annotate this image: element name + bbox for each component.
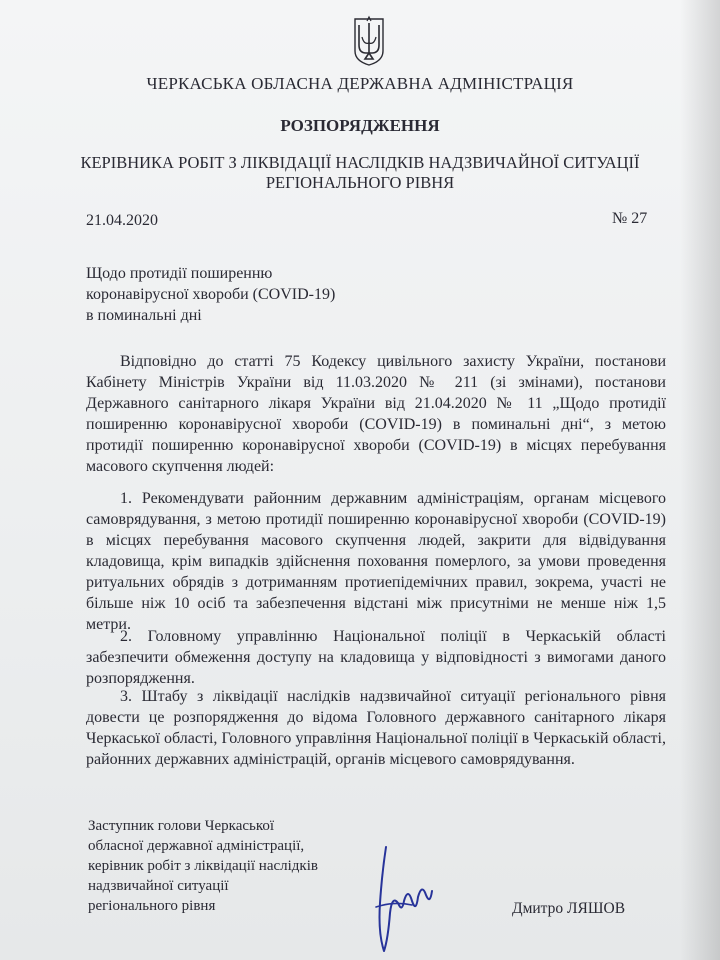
item-1-paragraph: 1. Рекомендувати районним державним адміністраціям, органам місцевого самоврядування, з метою протидії поширенню коронавірусної хвороби (COVID-19) в місцях перебування масового скупчення людей, закрити для відвідування кладовища, крім випадків здійснення поховання померлого, за умови проведення ритуальних обрядів з дотриманням протиепідемічних правил, зокрема, участі не більше ніж 10 осіб та забезпечення відстані між присутніми не менше ніж 1,5 метри. [86,490,666,633]
signatory-position-line: регіонального рівня [88,898,216,914]
subject-line: коронавірусної хвороби (COVID-19) [86,286,336,303]
preamble-paragraph: Відповідно до статті 75 Кодексу цивільного захисту України, постанови Кабінету Міністрів України від 11.03.2020 № 211 (зі змінами), постанови Державного санітарного лікаря України від 21.04.2020 № 11 „Щодо протидії поширенню коронавірусної хвороби (COVID-19) в поминальні дні“, з метою протидії поширенню коронавірусної хвороби (COVID-19) в місцях перебування масового скупчення людей: [86,353,666,475]
document-subject [86,263,335,326]
signatory-position [88,816,318,916]
signatory-position-line: обласної державної адміністрації, [88,838,305,854]
issuer-line-2: РЕГІОНАЛЬНОГО РІВНЯ [265,173,455,192]
handwritten-signature [368,843,438,955]
page-shadow [680,0,720,960]
item-3-paragraph: 3. Штабу з ліквідації наслідків надзвичайної ситуації регіонального рівня довести це розпорядження до відома Головного державного санітарного лікаря Черкаської області, Головного управління Національної поліції в Черкаській області, районних державних адміністрацій, органів місцевого самоврядування. [86,688,666,768]
document-number: № 27 [612,210,648,227]
document-type-title: РОЗПОРЯДЖЕННЯ [280,116,440,135]
issuer-line-1: КЕРІВНИКА РОБІТ З ЛІКВІДАЦІЇ НАСЛІДКІВ НАДЗВИЧАЙНОЇ СИТУАЦІЇ [80,153,640,172]
item-2-paragraph: 2. Головному управлінню Національної поліції в Черкаській області забезпечити обмеження доступу на кладовища у відповідності з вимогами даного розпорядження. [86,628,666,687]
signatory-position-line: Заступник голови Черкаської [88,818,275,834]
trident-coat-of-arms-icon [352,15,386,67]
subject-line: в поминальні дні [86,307,202,324]
document-date: 21.04.2020 [86,212,158,229]
signatory-position-line: надзвичайної ситуації [88,878,229,894]
subject-line: Щодо протидії поширенню [86,265,273,282]
signatory-name: Дмитро ЛЯШОВ [512,900,626,917]
organization-name: ЧЕРКАСЬКА ОБЛАСНА ДЕРЖАВНА АДМІНІСТРАЦІЯ [146,74,574,93]
signatory-position-line: керівник робіт з ліквідації наслідків [88,858,318,874]
